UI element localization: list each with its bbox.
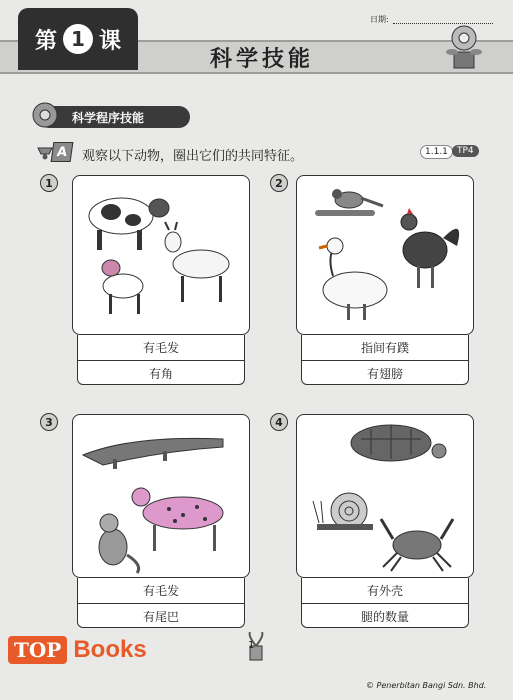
- page-title: 科学技能: [210, 47, 315, 72]
- cow-goat-dog-illustration: [73, 176, 251, 336]
- lesson-suffix: 课: [99, 28, 122, 54]
- bird-duck-rooster-illustration: [297, 176, 475, 336]
- answer-box-3: [77, 578, 245, 628]
- turtle-snail-crab-illustration: [297, 415, 475, 579]
- panel-number-2: 2: [270, 174, 288, 192]
- answer-box-2: [301, 335, 469, 385]
- lesson-number: 1: [63, 24, 93, 54]
- panel-number-1: 1: [40, 174, 58, 192]
- potted-flower-icon: [444, 22, 484, 72]
- animal-panel-2: [296, 175, 474, 335]
- tp-badge: TP4: [452, 145, 479, 157]
- option-hair-1[interactable]: 有毛发: [142, 341, 179, 355]
- page-number: 1: [248, 640, 255, 651]
- brand-books-text: Books: [73, 636, 147, 663]
- standard-code: 1.1.1: [420, 145, 453, 159]
- copyright-text: © Penerbitan Bangi Sdn. Bhd.: [366, 681, 487, 690]
- answer-box-1: [77, 335, 245, 385]
- instruction-letter: A: [51, 142, 74, 162]
- lesson-label: 第: [34, 28, 57, 54]
- panel-number-4: 4: [270, 413, 288, 431]
- lesson-tab: [18, 8, 138, 70]
- animal-panel-3: [72, 414, 250, 578]
- option-shell-4[interactable]: 有外壳: [366, 584, 403, 598]
- flower-icon: [30, 100, 60, 130]
- option-tail-3[interactable]: 有尾巴: [78, 603, 244, 628]
- option-webbed-feet-2[interactable]: 指间有蹼: [360, 341, 409, 355]
- topbooks-logo: [8, 636, 147, 664]
- option-hair-3[interactable]: 有毛发: [142, 584, 179, 598]
- date-label: 日期:: [370, 15, 389, 24]
- option-wings-2[interactable]: 有翅膀: [302, 360, 468, 385]
- crocodile-cheetah-monkey-illustration: [73, 415, 251, 579]
- panel-number-3: 3: [40, 413, 58, 431]
- animal-panel-4: [296, 414, 474, 578]
- answer-box-4: [301, 578, 469, 628]
- instruction-text: 观察以下动物，圈出它们的共同特征。: [82, 149, 304, 164]
- option-leg-count-4[interactable]: 腿的数量: [302, 603, 468, 628]
- brand-top-text: TOP: [8, 636, 67, 664]
- option-horn-1[interactable]: 有角: [78, 360, 244, 385]
- section-title: 科学程序技能: [38, 106, 190, 128]
- animal-panel-1: [72, 175, 250, 335]
